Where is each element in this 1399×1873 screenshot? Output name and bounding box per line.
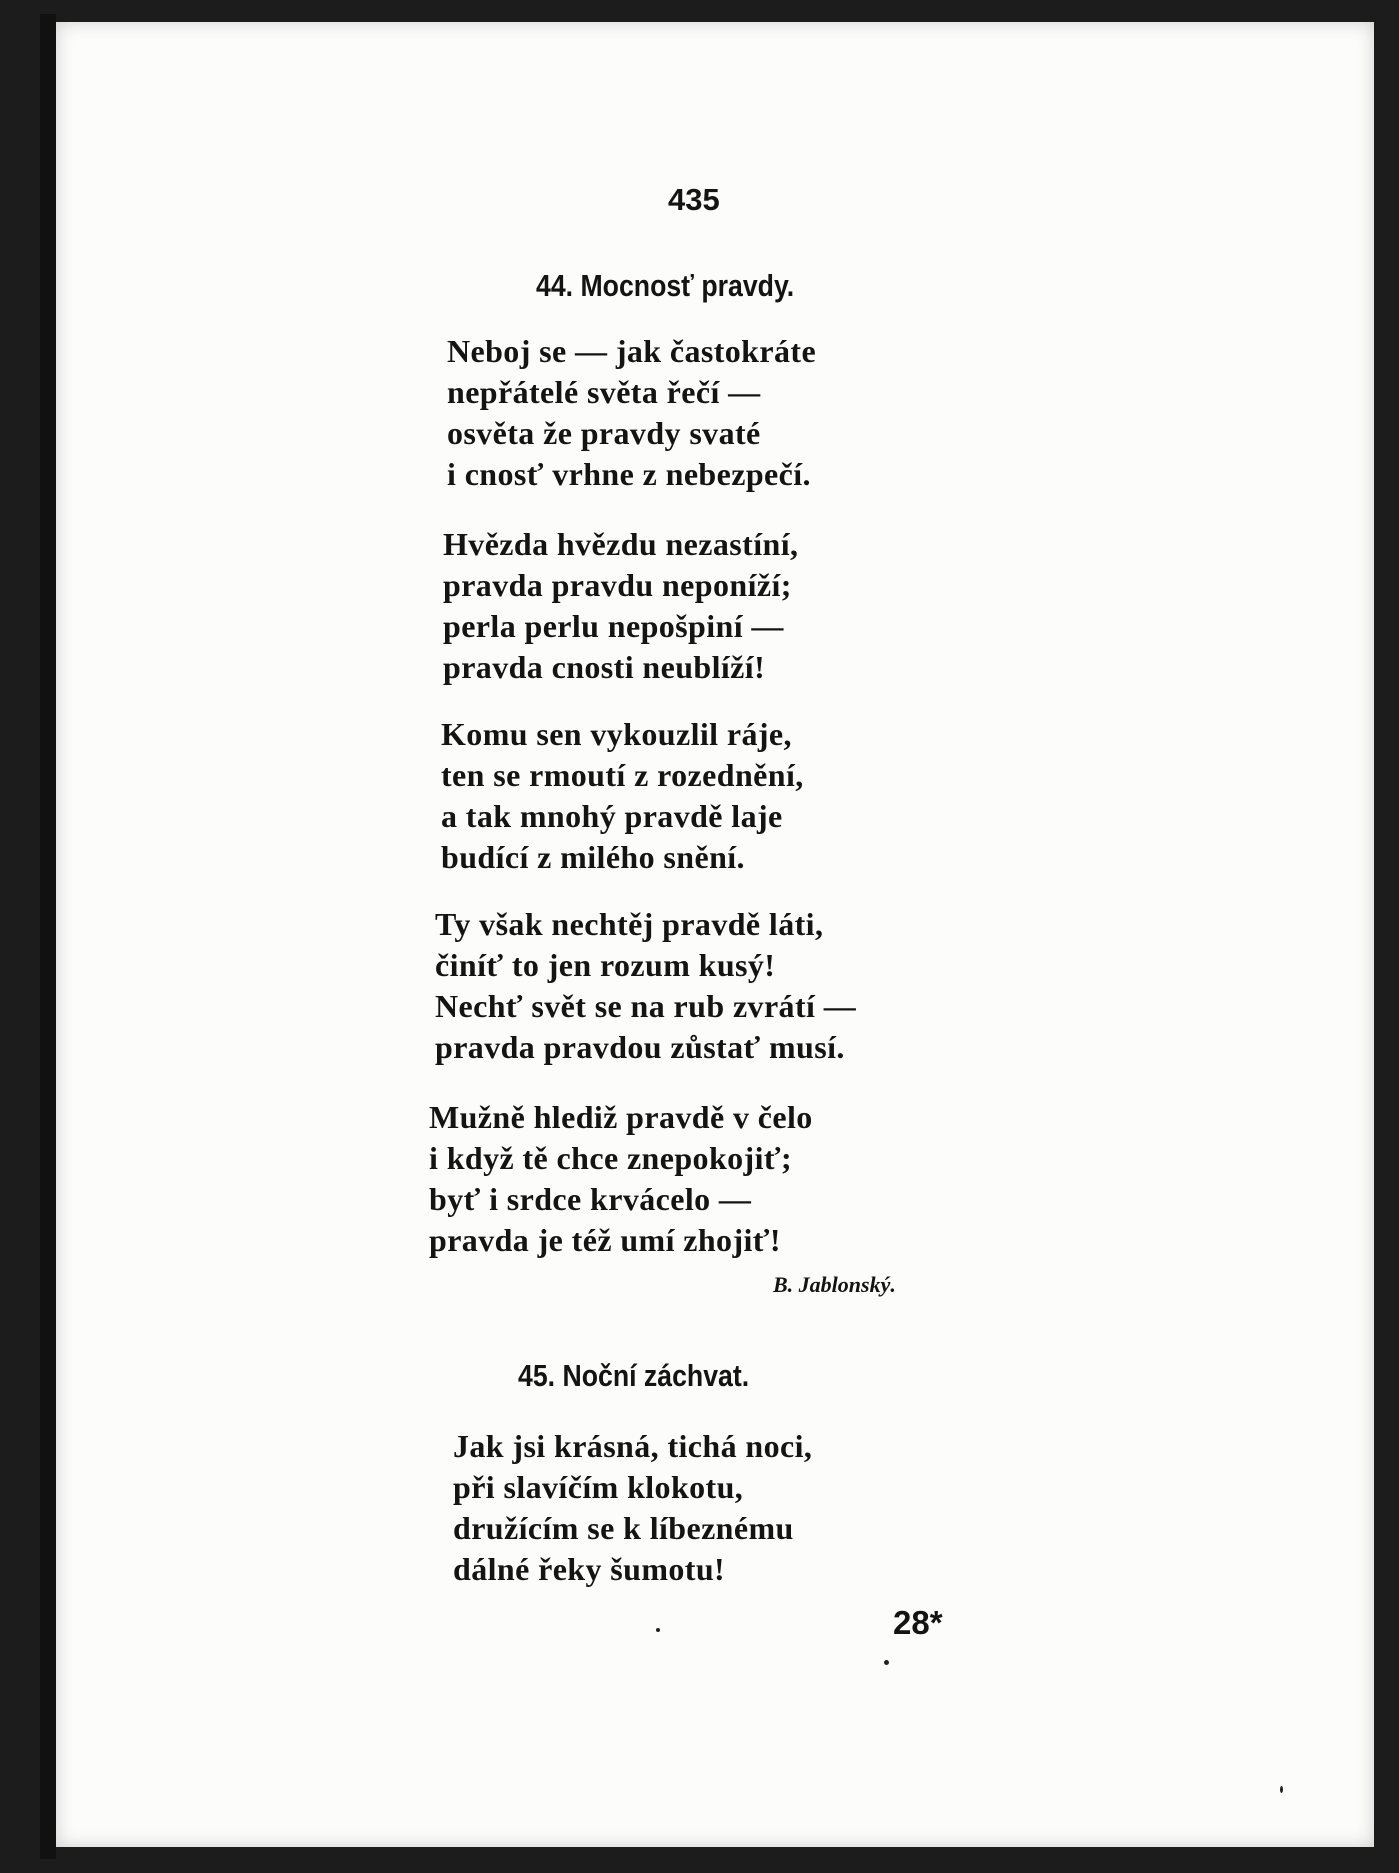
verse-line: činíť to jen rozum kusý!: [435, 947, 776, 983]
verse-line: Komu sen vykouzlil ráje,: [441, 716, 792, 752]
print-speck: [1280, 1786, 1283, 1793]
verse-line: Neboj se — jak častokráte: [447, 333, 817, 369]
verse-line: Hvězda hvězdu nezastíní,: [443, 526, 799, 562]
verse-line: pravda je též umí zhojiť!: [429, 1222, 781, 1258]
verse-line: Mužně hlediž pravdě v čelo: [429, 1099, 813, 1135]
verse-line: budící z milého snění.: [441, 839, 745, 875]
verse-line: pravda pravdou zůstať musí.: [435, 1029, 845, 1065]
verse-line: Jak jsi krásná, tichá noci,: [453, 1428, 813, 1464]
verse-line: družícím se k líbeznému: [453, 1510, 794, 1546]
poem-title: 44. Mocnosť pravdy.: [536, 268, 795, 303]
author-attribution: B. Jablonský.: [773, 1272, 896, 1297]
poem-title: 45. Noční záchvat.: [518, 1358, 750, 1393]
verse-line: pravda cnosti neublíží!: [443, 649, 766, 685]
page-number: 435: [668, 182, 720, 217]
verse-line: osvěta že pravdy svaté: [447, 415, 761, 451]
verse-line: i když tě chce znepokojiť;: [429, 1140, 793, 1176]
verse-line: nepřátelé světa řečí —: [447, 374, 761, 410]
printer-signature-mark: 28*: [893, 1604, 943, 1641]
verse-line: byť i srdce krvácelo —: [429, 1181, 752, 1217]
verse-line: Ty však nechtěj pravdě láti,: [435, 906, 824, 942]
verse-line: Nechť svět se na rub zvrátí —: [435, 988, 857, 1024]
print-speck: [656, 1628, 660, 1632]
print-speck: [884, 1660, 889, 1665]
verse-line: při slavíčím klokotu,: [453, 1469, 744, 1505]
verse-line: perla perlu nepošpiní —: [443, 608, 784, 644]
verse-line: i cnosť vrhne z nebezpečí.: [447, 456, 811, 492]
book-spine-edge: [40, 14, 56, 1859]
verse-line: pravda pravdu neponíží;: [443, 567, 792, 603]
verse-line: a tak mnohý pravdě laje: [441, 798, 783, 834]
verse-line: ten se rmoutí z rozednění,: [441, 757, 804, 793]
verse-line: dálné řeky šumotu!: [453, 1551, 726, 1587]
